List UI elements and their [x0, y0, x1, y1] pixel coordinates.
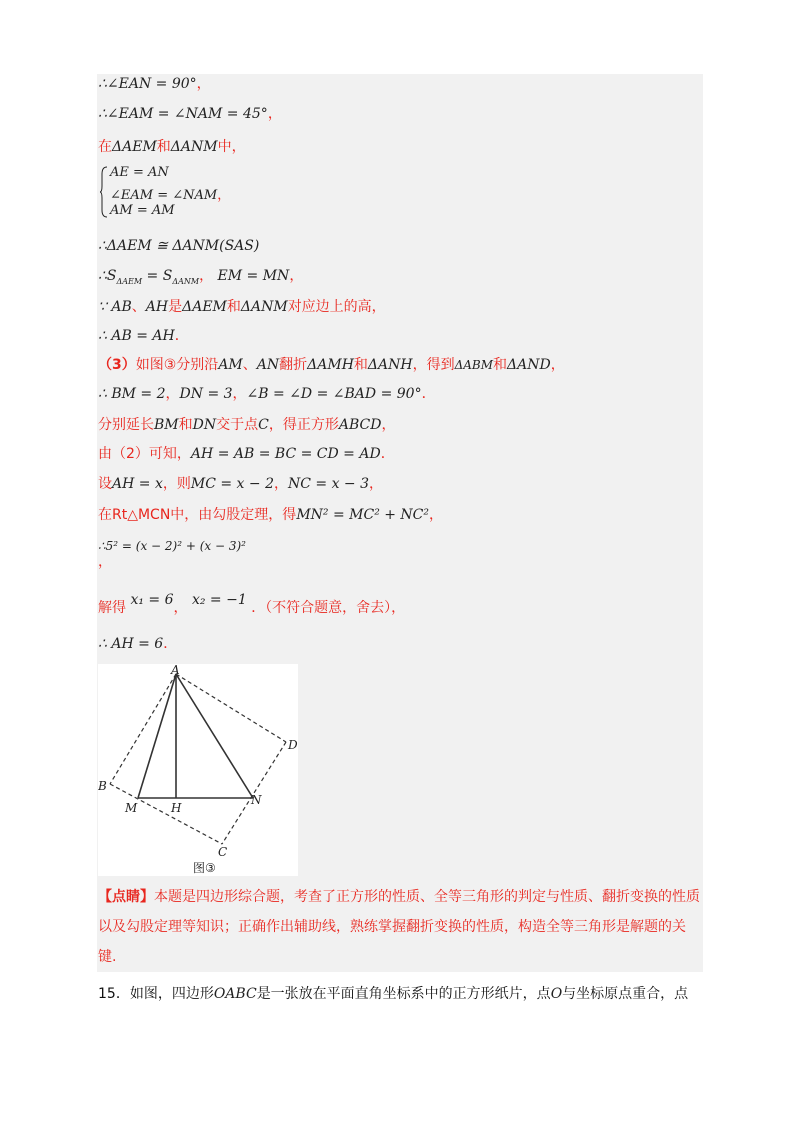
math: ∴∠EAN = 90° — [98, 76, 197, 92]
line-equation-punct: ， — [98, 554, 112, 570]
line-equation: ∴5² = (x − 2)² + (x − 3)² — [98, 539, 246, 553]
line-angles-45: ∴∠EAM = ∠NAM = 45°， — [98, 106, 282, 122]
label-d: D — [288, 738, 298, 752]
line-pythagoras: 在Rt△MCN中，由勾股定理，得MN² = MC² + NC²， — [98, 507, 444, 523]
line-square: 分别延长BM和DN交于点C，得正方形ABCD， — [98, 417, 396, 433]
brace-icon — [100, 166, 108, 218]
note-block: 【点睛】本题是四边形综合题，考查了正方形的性质、全等三角形的判定与性质、翻折变换的性质以及勾股定理等知识；正确作出辅助线，熟练掌握翻折变换的性质，构造全等三角形是解题的关键. — [98, 889, 700, 965]
line-solve: 解得 x₁ = 6， x₂ = −1 ．（不符合题意，舍去）， — [98, 592, 406, 616]
label-b: B — [98, 779, 107, 793]
label-h: H — [171, 801, 182, 815]
figure-svg — [98, 664, 298, 876]
figure-caption: 图③ — [193, 861, 216, 875]
line-areas: $\therefore S_{\Delta AEM} = S_{\Delta ANM}$， EM = MN， — [98, 268, 304, 286]
label-a: A — [171, 664, 180, 677]
line-eangle: ∴∠EAN = 90°， — [98, 76, 211, 92]
edge-ab — [110, 674, 176, 784]
line-bm-dn: ∴ BM = 2，DN = 3，∠B = ∠D = ∠BAD = 90°． — [98, 386, 436, 402]
geometry-figure — [98, 664, 298, 876]
edge-ad — [176, 674, 286, 742]
system-line-3: AM = AM — [110, 203, 175, 218]
line-set-x: 设AH = x，则MC = x − 2，NC = x − 3， — [98, 476, 384, 492]
question-15: 15．如图，四边形OABC是一张放在平面直角坐标系中的正方形纸片，点O与坐标原点重合，点 — [98, 986, 689, 1002]
segment-am — [138, 674, 176, 798]
system-line-1: AE = AN — [110, 165, 169, 180]
line-part3: （3）如图③分别沿AM、AN翻折ΔAMH和ΔANH，得到ΔABM和ΔAND， — [98, 357, 565, 373]
system-line-2: ∠EAM = ∠NAM， — [110, 188, 231, 203]
label-m: M — [125, 801, 138, 815]
line-heights: ∵ AB、AH是ΔAEM和ΔANM对应边上的高， — [98, 299, 386, 315]
line-triangles: 在ΔAEM和ΔANM中， — [98, 139, 246, 155]
segment-an — [176, 674, 253, 798]
line-congruent: ∴ΔAEM ≅ ΔANM(SAS) — [98, 238, 260, 254]
line-from-2: 由（2）可知，AH = AB = BC = CD = AD． — [98, 446, 395, 462]
line-ab-ah: ∴ AB = AH． — [98, 328, 189, 344]
label-c: C — [218, 845, 228, 859]
label-n: N — [251, 793, 262, 807]
line-answer: ∴ AH = 6． — [98, 636, 178, 652]
